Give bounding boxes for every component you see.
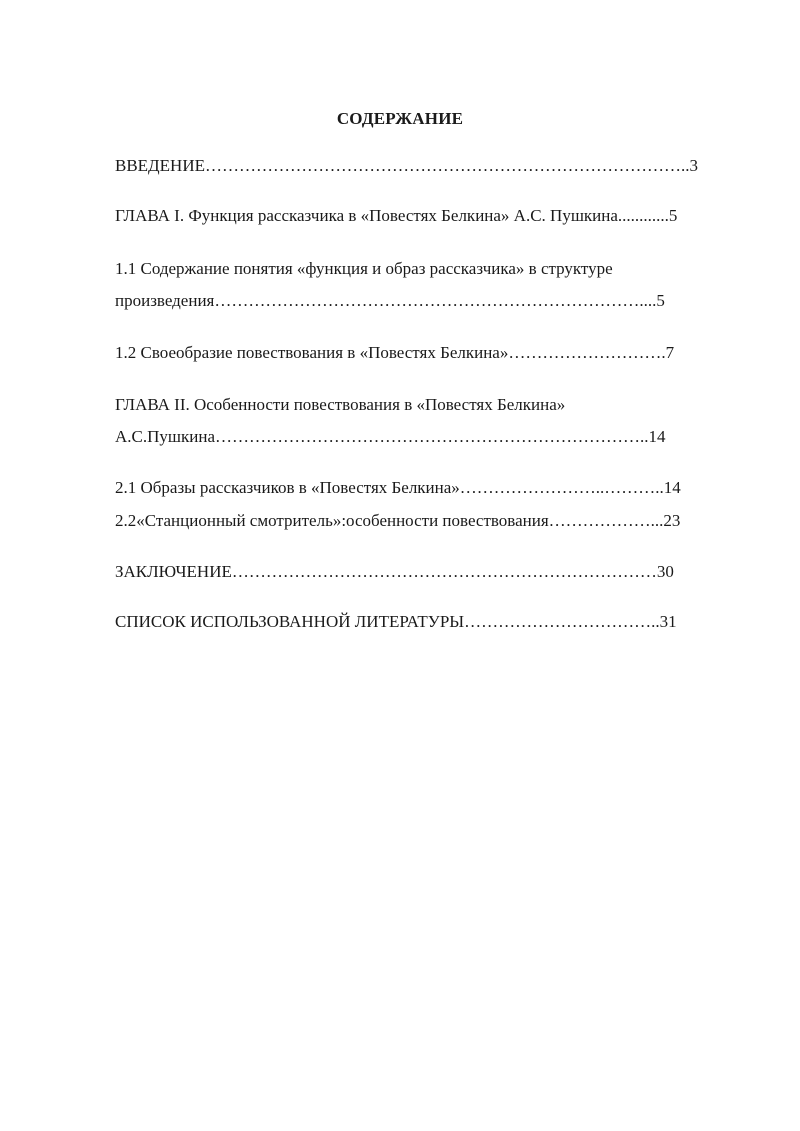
toc-entry-section-2-2: 2.2«Станционный смотритель»:особенности повествования………………...23 bbox=[115, 511, 681, 530]
toc-entry-section-1-2: 1.2 Своеобразие повествования в «Повестях Белкина»……………………….7 bbox=[115, 343, 675, 362]
toc-entry-chapter-2-line-1: ГЛАВА II. Особенности повествования в «Повестях Белкина» bbox=[115, 395, 566, 414]
toc-entry-section-1-1-line-2: произведения…………………………………………………………………....5 bbox=[115, 291, 665, 310]
toc-entry-introduction: ВВЕДЕНИЕ…………………………………………………………………………..3 bbox=[115, 156, 698, 175]
toc-entry-section-2-1: 2.1 Образы рассказчиков в «Повестях Белкина»……………………..………..14 bbox=[115, 478, 681, 497]
toc-entry-chapter-2-line-2: А.С.Пушкина…………………………………………………………………..14 bbox=[115, 427, 666, 446]
toc-entry-section-1-1-line-1: 1.1 Содержание понятия «функция и образ рассказчика» в структуре bbox=[115, 259, 613, 278]
toc-heading: СОДЕРЖАНИЕ bbox=[336, 109, 464, 128]
toc-entry-chapter-1: ГЛАВА I. Функция рассказчика в «Повестях Белкина» А.С. Пушкина............5 bbox=[115, 206, 678, 225]
toc-entry-conclusion: ЗАКЛЮЧЕНИЕ…………………………………………………………………30 bbox=[115, 562, 674, 581]
toc-entry-bibliography: СПИСОК ИСПОЛЬЗОВАННОЙ ЛИТЕРАТУРЫ……………………………..31 bbox=[115, 612, 677, 631]
